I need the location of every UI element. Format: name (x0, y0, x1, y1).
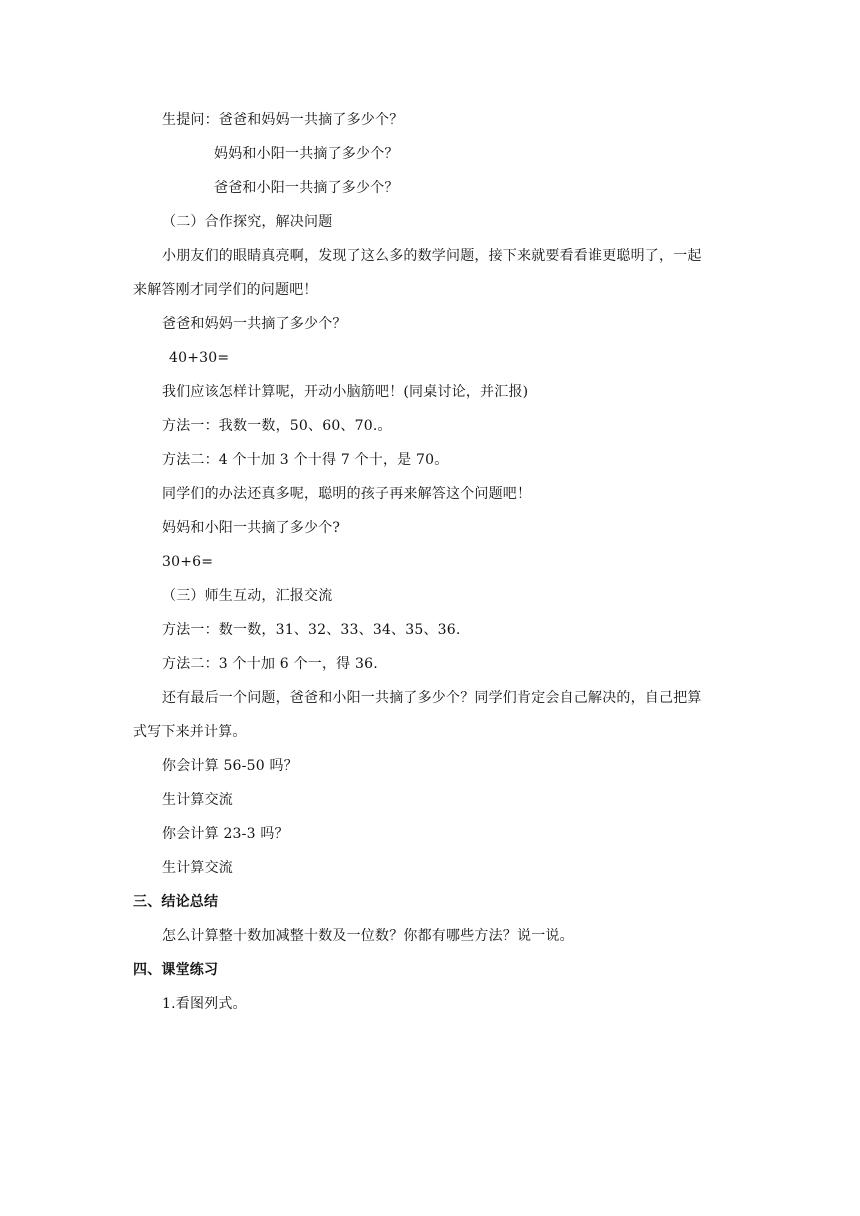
text-line: 爸爸和妈妈一共摘了多少个？ (162, 316, 347, 332)
text-line: 1.看图列式。 (162, 996, 247, 1012)
text-line: 妈妈和小阳一共摘了多少个？ (214, 146, 399, 162)
text-line: 式写下来并计算。 (133, 724, 247, 740)
text-line: 方法一：我数一数，50、60、70.。 (162, 418, 392, 434)
text-line: 你会计算 56-50 吗？ (162, 758, 298, 774)
text-line: 你会计算 23-3 吗？ (162, 826, 289, 842)
text-line: 我们应该怎样计算呢，开动小脑筋吧！(同桌讨论，并汇报) (162, 384, 529, 400)
text-line: 小朋友们的眼睛真亮啊，发现了这么多的数学问题，接下来就要看看谁更聪明了，一起 (162, 248, 702, 264)
text-line: 生提问：爸爸和妈妈一共摘了多少个？ (162, 112, 404, 128)
text-line: 同学们的办法还真多呢，聪明的孩子再来解答这个问题吧！ (162, 486, 532, 502)
section-heading: 三、结论总结 (133, 894, 219, 910)
text-line: 来解答刚才同学们的问题吧！ (133, 282, 318, 298)
section-subheading: （二）合作探究，解决问题 (162, 214, 333, 230)
text-line: 方法二：3 个十加 6 个一，得 36. (162, 656, 378, 672)
text-line: 生计算交流 (162, 792, 233, 808)
equation: 30+6= (162, 554, 214, 570)
text-line: 方法一：数一数，31、32、33、34、35、36. (162, 622, 461, 638)
section-heading: 四、课堂练习 (133, 962, 219, 978)
section-subheading: （三）师生互动，汇报交流 (162, 588, 333, 604)
text-line: 妈妈和小阳一共摘了多少个? (162, 520, 341, 536)
text-line: 爸爸和小阳一共摘了多少个？ (214, 180, 399, 196)
text-line: 还有最后一个问题，爸爸和小阳一共摘了多少个？同学们肯定会自己解决的，自己把算 (162, 690, 702, 706)
text-line: 方法二：4 个十加 3 个十得 7 个十，是 70。 (162, 452, 449, 468)
text-line: 怎么计算整十数加减整十数及一位数？你都有哪些方法？说一说。 (162, 928, 574, 944)
text-line: 生计算交流 (162, 860, 233, 876)
equation: 40+30= (169, 350, 230, 366)
